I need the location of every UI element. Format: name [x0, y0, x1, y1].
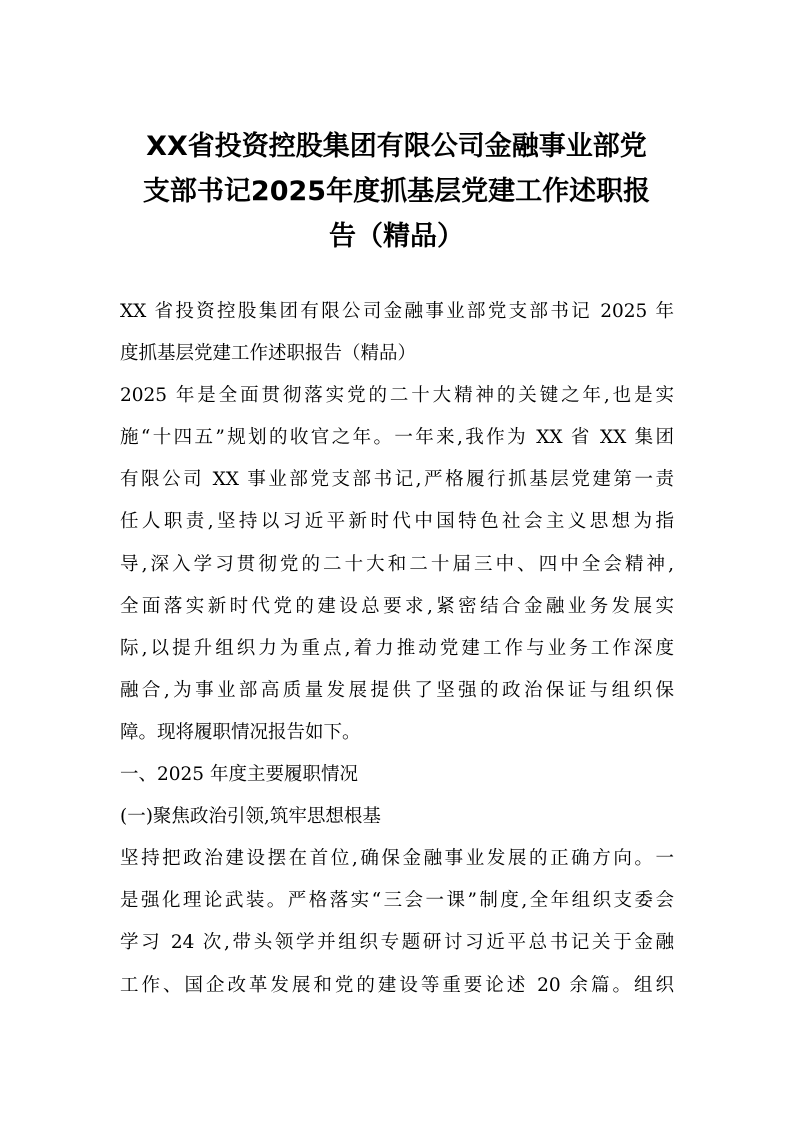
body-line: 施“十四五”规划的收官之年。一年来,我作为 XX 省 XX 集团 — [120, 427, 674, 449]
body-line: (一)聚焦政治引领,筑牢思想根基 — [120, 806, 381, 828]
body-line: XX 省投资控股集团有限公司金融事业部党支部书记 2025 年 — [120, 301, 674, 322]
body-line: 坚持把政治建设摆在首位,确保金融事业发展的正确方向。一 — [120, 848, 674, 870]
title-line: XX省投资控股集团有限公司金融事业部党 — [146, 131, 647, 162]
body-line: 全面落实新时代党的建设总要求,紧密结合金融业务发展实 — [120, 595, 674, 617]
body-line: 是强化理论武装。严格落实“三会一课”制度,全年组织支委会 — [120, 890, 674, 912]
body-line: 际,以提升组织力为重点,着力推动党建工作与业务工作深度 — [120, 637, 674, 659]
body-line: 任人职责,坚持以习近平新时代中国特色社会主义思想为指 — [120, 511, 674, 533]
body-line: 融合,为事业部高质量发展提供了坚强的政治保证与组织保 — [120, 679, 674, 701]
body-line: 工作、国企改革发展和党的建设等重要论述 20 余篇。组织 — [120, 974, 674, 996]
title-line: 支部书记2025年度抓基层党建工作述职报 — [142, 176, 651, 207]
body-line: 度抓基层党建工作述职报告（精品） — [120, 343, 417, 365]
body-line: 学习 24 次,带头领学并组织专题研讨习近平总书记关于金融 — [120, 932, 674, 954]
body-line: 有限公司 XX 事业部党支部书记,严格履行抓基层党建第一责 — [120, 469, 674, 491]
title-line: 告（精品） — [329, 221, 464, 252]
document-title — [100, 124, 693, 259]
body-line: 一、2025 年度主要履职情况 — [120, 764, 358, 786]
document-body — [120, 292, 674, 1008]
body-line: 2025 年是全面贯彻落实党的二十大精神的关键之年,也是实 — [120, 385, 674, 407]
body-line: 导,深入学习贯彻党的二十大和二十届三中、四中全会精神, — [120, 553, 674, 575]
body-line: 障。现将履职情况报告如下。 — [120, 721, 361, 743]
